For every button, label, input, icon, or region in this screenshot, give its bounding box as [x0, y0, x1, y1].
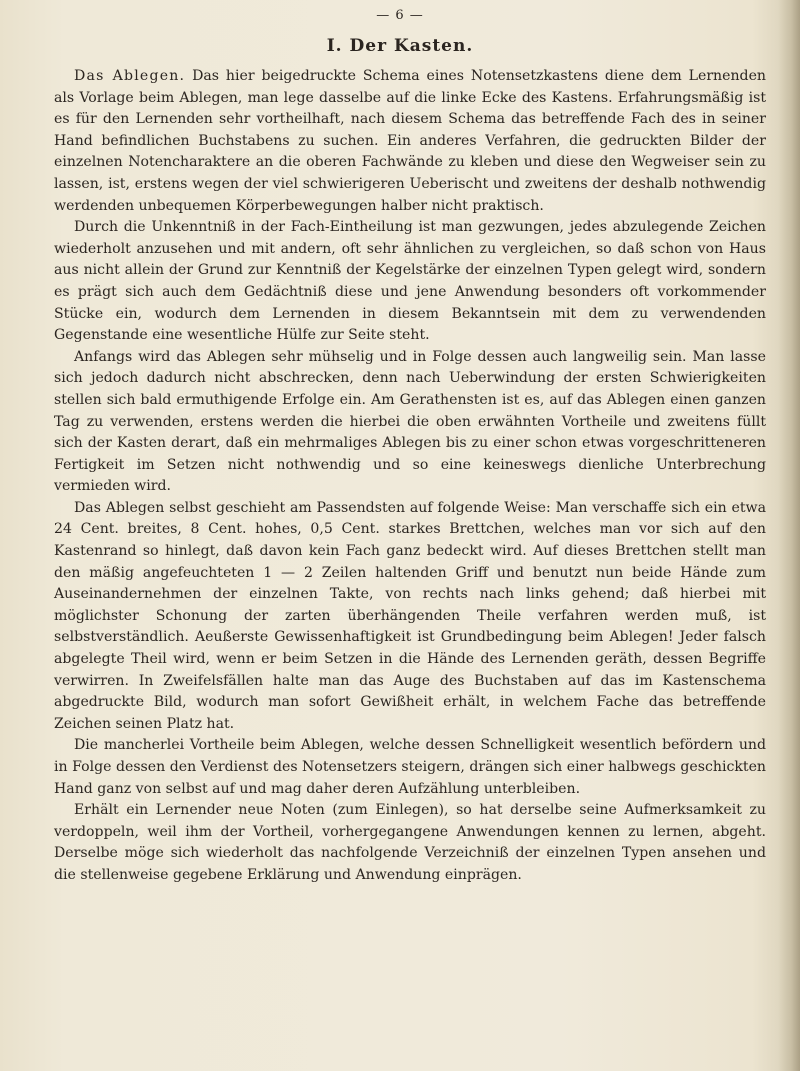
page-number: — 6 — [376, 8, 424, 23]
paragraph-4 [54, 498, 766, 736]
paragraph-text: Die mancherlei Vortheile beim Ablegen, welche dessen Schnelligkeit wesentlich befördern und in Folge dessen den Verdienst des Notensetzers steigern, drängen sich einer halbwegs geschickten Hand ganz von selbst auf und mag daher deren Aufzählung unterbleiben. [54, 737, 766, 797]
body-text [54, 66, 766, 887]
paragraph-5 [54, 735, 766, 800]
paragraph-2 [54, 217, 766, 347]
paragraph-text: Anfangs wird das Ablegen sehr mühselig und in Folge dessen auch langweilig sein. Man lasse sich jedoch dadurch nicht abschrecken, denn nach Ueberwindung der ersten Schwierigkeiten stellen sich bald ermuthigende Erfolge ein. Am Gerathensten ist es, auf das Ablegen einen ganzen Tag zu verwenden, erstens werden die hierbei die oben erwähnten Vortheile und zweitens füllt sich der Kasten derart, daß ein mehrmaliges Ablegen bis zu einer schon etwas vorgeschritteneren Fertigkeit im Setzen nicht nothwendig und so eine keineswegs dienliche Unterbrechung vermieden wird. [54, 348, 766, 495]
paragraph-6 [54, 800, 766, 886]
paragraph-3 [54, 347, 766, 498]
paragraph-text: Das Ablegen selbst geschieht am Passendsten auf folgende Weise: Man verschaffe sich ein etwa 24 Cent. breites, 8 Cent. hohes, 0,5 Cent. starkes Brettchen, welches man vor sich auf den Kastenrand so hinlegt, daß davon kein Fach ganz bedeckt wird. Auf dieses Brettchen stellt man den mäßig angefeuchteten 1 — 2 Zeilen haltenden Griff und benutzt nun beide Hände zum Auseinandernehmen der einzelnen Takte, von rechts nach links gehend; daß hierbei mit möglichster Schonung der zarten überhängenden Theile verfahren werden muß, ist selbstverständlich. Aeußerste Gewissenhaftigkeit ist Grundbedingung beim Ablegen! Jeder falsch abgelegte Theil wird, wenn er beim Setzen in die Hände des Lernenden geräth, dessen Begriffe verwirren. In Zweifelsfällen halte man das Auge des Buchstaben auf das im Kastenschema abgedruckte Bild, wodurch man sofort Gewißheit erhält, in welchem Fache das betreffende Zeichen seinen Platz hat. [54, 499, 766, 732]
chapter-heading: I. Der Kasten. [326, 36, 474, 56]
paragraph-text: Durch die Unkenntniß in der Fach-Eintheilung ist man gezwungen, jedes abzulegende Zeichen wiederholt anzusehen und mit andern, oft sehr ähnlichen zu vergleichen, so daß schon von Haus aus nicht allein der Grund zur Kenntniß der Kegelstärke der einzelnen Typen gelegt wird, sondern es prägt sich auch dem Gedächtniß diese und jene Anwendung besonders oft vorkommender Stücke ein, wodurch dem Lernenden in diesem Bekanntsein mit dem zu verwendenden Gegenstande eine wesentliche Hülfe zur Seite steht. [54, 219, 766, 344]
paragraph-lead: Das Ablegen. [74, 68, 186, 84]
paragraph-1 [54, 66, 766, 217]
page-edge-shadow [778, 0, 800, 1071]
paragraph-text: Das hier beigedruckte Schema eines Notensetzkastens diene dem Lernenden als Vorlage beim Ablegen, man lege dasselbe auf die linke Ecke des Kastens. Erfahrungsmäßig ist es für den Lernenden sehr vortheilhaft, nach diesem Schema das betreffende Fach des in seiner Hand befindlichen Buchstabens zu suchen. Ein anderes Verfahren, die gedruckten Bilder der einzelnen Notencharaktere an die oberen Fachwände zu kleben und diese den Wegweiser sein zu lassen, ist, erstens wegen der viel schwierigeren Ueberischt und zweitens der deshalb nothwendig werdenden unbequemen Körperbewegungen halber nicht praktisch. [54, 68, 766, 214]
paragraph-text: Erhält ein Lernender neue Noten (zum Einlegen), so hat derselbe seine Aufmerksamkeit zu verdoppeln, weil ihm der Vortheil, vorhergegangene Anwendungen kennen zu lernen, abgeht. Derselbe möge sich wiederholt das nachfolgende Verzeichniß der einzelnen Typen ansehen und die stellenweise gegebene Erklärung und Anwendung einprägen. [54, 802, 766, 883]
